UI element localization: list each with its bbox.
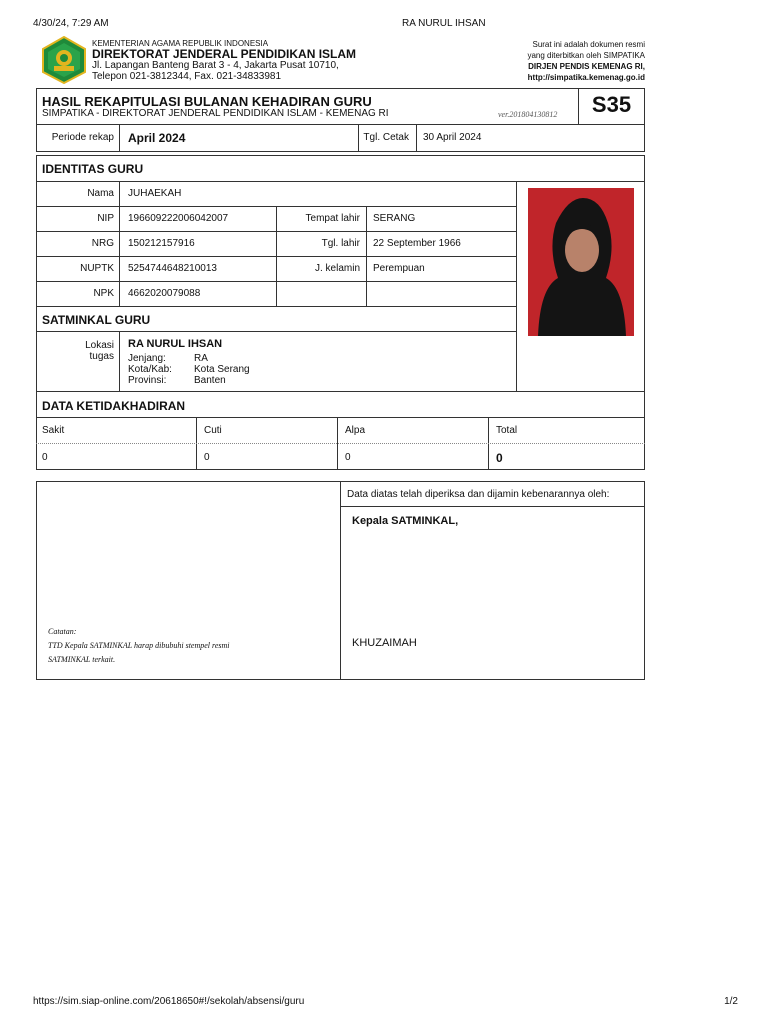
absence-section-title: DATA KETIDAKHADIRAN — [42, 399, 186, 413]
cuti-label: Cuti — [204, 425, 222, 436]
alpa-label: Alpa — [345, 425, 366, 436]
directorate-name: DIREKTORAT JENDERAL PENDIDIKAN ISLAM — [92, 47, 357, 61]
signer-name: KHUZAIMAH — [352, 637, 417, 649]
print-url: https://sim.siap-online.com/20618650#!/sekolah/absensi/guru — [33, 996, 305, 1007]
header-address: Jl. Lapangan Banteng Barat 3 - 4, Jakarta Pusat 10710, — [92, 60, 339, 71]
jenis-kelamin-label: J. kelamin — [314, 263, 360, 274]
lokasi-label: Lokasi — [85, 340, 114, 351]
jenis-kelamin-value: Perempuan — [373, 263, 425, 274]
satminkal-section-title: SATMINKAL GURU — [42, 313, 151, 327]
tempat-lahir-value: SERANG — [373, 213, 416, 224]
tgl-lahir-value: 22 September 1966 — [373, 238, 461, 249]
report-version: ver.201804130812 — [498, 110, 558, 119]
note-title: Catatan: — [48, 627, 77, 636]
tempat-lahir-label: Tempat lahir — [305, 213, 360, 224]
jenjang-value: RA — [194, 353, 208, 364]
ministry-name: KEMENTERIAN AGAMA REPUBLIK INDONESIA — [92, 39, 269, 48]
header-note-line2: yang diterbitkan oleh SIMPATIKA — [527, 51, 645, 60]
provinsi-value: Banten — [194, 375, 226, 386]
signature-note — [48, 625, 230, 667]
nama-value: JUHAEKAH — [128, 188, 182, 199]
nuptk-label: NUPTK — [80, 263, 114, 274]
school-name: RA NURUL IHSAN — [128, 338, 223, 350]
period-label: Periode rekap — [51, 132, 114, 143]
tugas-label: tugas — [89, 351, 114, 362]
header-note-line4: http://simpatika.kemenag.go.id — [527, 73, 645, 82]
npk-value: 4662020079088 — [128, 288, 201, 299]
note-line1: TTD Kepala SATMINKAL harap dibubuhi stempel resmi — [48, 641, 230, 650]
tgl-lahir-label: Tgl. lahir — [321, 238, 360, 249]
identity-section-title: IDENTITAS GURU — [42, 162, 144, 176]
print-date-label: Tgl. Cetak — [363, 132, 409, 143]
kota-label: Kota/Kab: — [128, 364, 172, 375]
kota-value: Kota Serang — [194, 364, 250, 375]
print-page-title: RA NURUL IHSAN — [402, 18, 486, 29]
period-value: April 2024 — [128, 131, 186, 145]
sakit-label: Sakit — [42, 425, 65, 436]
total-value: 0 — [496, 451, 503, 465]
alpa-value: 0 — [345, 452, 351, 463]
nrg-value: 150212157916 — [128, 238, 195, 249]
print-date-value: 30 April 2024 — [423, 132, 482, 143]
signer-role: Kepala SATMINKAL, — [352, 515, 459, 527]
nuptk-value: 5254744648210013 — [128, 263, 217, 274]
kemenag-logo — [40, 36, 88, 84]
report-title: HASIL REKAPITULASI BULANAN KEHADIRAN GURU — [42, 94, 372, 109]
school-detail-values — [194, 353, 250, 386]
sakit-value: 0 — [42, 452, 48, 463]
nip-label: NIP — [97, 213, 114, 224]
npk-label: NPK — [93, 288, 114, 299]
nama-label: Nama — [87, 188, 114, 199]
lokasi-tugas-label — [40, 340, 114, 362]
teacher-photo — [528, 188, 634, 336]
header-note-line3: DIRJEN PENDIS KEMENAG RI, — [528, 62, 645, 71]
school-detail-labels — [128, 353, 172, 386]
report-subtitle: SIMPATIKA - DIREKTORAT JENDERAL PENDIDIKAN ISLAM - KEMENAG RI — [42, 108, 389, 119]
nrg-label: NRG — [91, 238, 114, 249]
print-page-number: 1/2 — [724, 996, 738, 1007]
jenjang-label: Jenjang: — [128, 353, 166, 364]
report-code: S35 — [591, 92, 632, 117]
header-note — [527, 39, 645, 83]
header-note-line1: Surat ini adalah dokumen resmi — [532, 40, 645, 49]
nip-value: 196609222006042007 — [128, 213, 229, 224]
print-datetime: 4/30/24, 7:29 AM — [33, 18, 109, 29]
total-label: Total — [496, 425, 518, 436]
cuti-value: 0 — [204, 452, 210, 463]
header-phone: Telepon 021-3812344, Fax. 021-34833981 — [92, 71, 282, 82]
note-line2: SATMINKAL terkait. — [48, 655, 116, 664]
verification-statement: Data diatas telah diperiksa dan dijamin kebenarannya oleh: — [347, 489, 610, 500]
provinsi-label: Provinsi: — [128, 375, 167, 386]
